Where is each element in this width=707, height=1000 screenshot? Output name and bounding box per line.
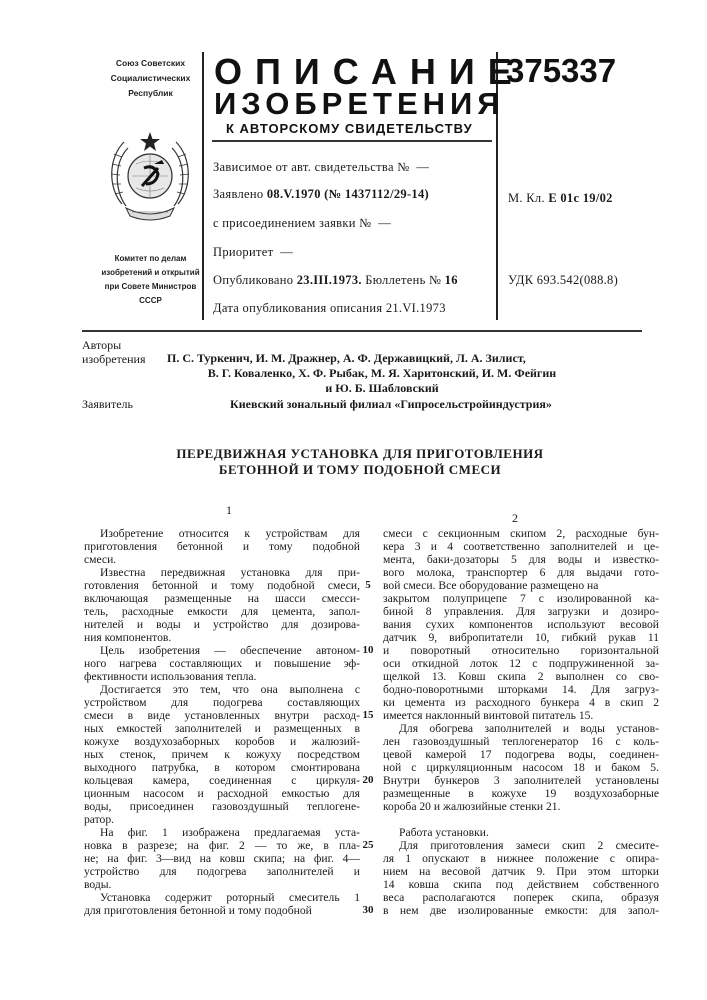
text-line: Для обогрева заполнителей и воды установ-: [399, 722, 659, 735]
text-line: оси откидной лоток 12 с подпружиненной за-: [383, 657, 659, 670]
text-line: и поворотный относительно горизонтальной: [383, 644, 659, 657]
description-publication-date: Дата опубликования описания 21.VI.1973: [213, 301, 446, 315]
text-line: вого молока, транспортер 6 для выдачи гото-: [383, 566, 659, 579]
text-line: закрытом полуприцепе 7 с изолированной ка-: [383, 592, 659, 605]
published-date: Опубликовано 23.III.1973. Бюллетень № 16: [213, 273, 458, 287]
committee-name: [88, 252, 213, 308]
text-line: кольцевая камера, соединенная с циркуля-: [84, 774, 360, 787]
line-number: 15: [362, 709, 374, 721]
classification: М. Кл. E 01c 19/02: [508, 191, 613, 205]
text-line: Известна передвижная установка для при-: [100, 566, 360, 579]
text-line: выходного патрубка, в котором смонтирована: [84, 761, 360, 774]
text-line: в нем две изолированные емкости: для запол-: [383, 904, 659, 917]
text-line: Достигается это тем, что она выполнена с: [100, 683, 360, 696]
line-number: 20: [362, 774, 374, 786]
text-line: Цель изобретения — обеспечение автоном-: [100, 644, 360, 657]
line-number: 10: [362, 644, 374, 656]
text-line: 14 ковша скипа под действием собственного: [383, 878, 659, 891]
text-line: Работа установки.: [399, 826, 489, 839]
joined-application: с присоединением заявки № —: [213, 216, 392, 230]
text-line: веса располагаются поперек скипа, образуя: [383, 891, 659, 904]
patent-number: 375337: [506, 52, 617, 89]
text-line: Изобретение относится к устройствам для: [100, 527, 360, 540]
text-line: устройство для подогрева заполнителей и: [84, 865, 360, 878]
text-line: нием на весовой датчик 9. При этом шторки: [383, 865, 659, 878]
text-line: приготовления бетонной и тому подобной: [84, 540, 360, 553]
title-underline: [212, 140, 492, 142]
dependent-certificate: Зависимое от авт. свидетельства № —: [213, 160, 430, 174]
authors-label-line1: Авторы: [82, 338, 122, 352]
column-2-text: [383, 527, 659, 917]
priority: Приоритет —: [213, 245, 294, 259]
column-number-2: 2: [512, 511, 518, 525]
line-number: 25: [362, 839, 374, 851]
udc-code: УДК 693.542(088.8): [508, 273, 619, 287]
text-line: лен газовоздушный теплогенератор 16 с коль-: [383, 735, 659, 748]
text-line: вания сухих компонентов используют весовой: [383, 618, 659, 631]
text-line: ния компонентов.: [84, 631, 172, 644]
text-line: нителей и воды и устройство для дозирова-: [84, 618, 360, 631]
org-line: Союз Советских: [115, 58, 186, 68]
country-name: [88, 56, 213, 101]
text-line: имеется наклонный винтовой питатель 15.: [383, 709, 594, 722]
text-line: Для приготовления замеси скип 2 смесите-: [399, 839, 659, 852]
line-number: 30: [362, 904, 374, 916]
document-subtitle: К АВТОРСКОМУ СВИДЕТЕЛЬСТВУ: [226, 121, 473, 136]
text-line: размещенные в кожухе 19 воздухозаборные: [383, 787, 659, 800]
text-line: На фиг. 1 изображена предлагаемая уста-: [100, 826, 360, 839]
text-line: воды, присоединен газовоздушный теплогене-: [84, 800, 360, 813]
header-separator: [82, 330, 642, 332]
text-line: бодно-поворотными шторками 14. Для загруз-: [383, 683, 659, 696]
committee-line: изобретений и открытий: [101, 268, 200, 277]
invention-title: ПЕРЕДВИЖНАЯ УСТАНОВКА ДЛЯ ПРИГОТОВЛЕНИЯ БЕТОННОЙ И ТОМУ ПОДОБНОЙ СМЕСИ: [176, 446, 544, 477]
text-line: смеси.: [84, 553, 117, 566]
document-title-line2: ИЗОБРЕТЕНИЯ: [214, 86, 505, 121]
filed-date: Заявлено 08.V.1970 (№ 1437112/29-14): [213, 187, 429, 201]
text-line: кожухе воздухозаборных коробов и жалюзий-: [84, 735, 360, 748]
text-line: ционным насосом и расходной емкостью для: [84, 787, 360, 800]
text-line: устройством для подогрева составляющих: [84, 696, 360, 709]
text-line: мента, баки-дозаторы 5 для воды и известко-: [383, 553, 659, 566]
text-line: Внутри бункеров 3 заполнителей установлены: [383, 774, 659, 787]
text-line: ки цемента из расходного бункера 4 в скип 2: [383, 696, 659, 709]
text-line: включающая размещенные на шасси смесси-: [84, 592, 360, 605]
text-line: короба 20 и жалюзийные стенки 21.: [383, 800, 561, 813]
committee-line: Комитет по делам: [114, 254, 187, 263]
text-line: фективности использования тепла.: [84, 670, 257, 683]
text-line: смеси с секционным скипом 2, расходные бун-: [383, 527, 659, 540]
column-number-1: 1: [226, 503, 232, 517]
applicant-label: Заявитель: [82, 397, 133, 411]
org-line: Социалистических: [110, 73, 191, 83]
text-line: ля 1 опускают в нижнее положение с опира-: [383, 852, 659, 865]
text-line: готовления бетонной и тому подобной смеси,: [84, 579, 360, 592]
committee-line: при Совете Министров: [104, 282, 197, 291]
text-line: смеси в виде установленных внутри расход-: [84, 709, 360, 722]
text-line: воды.: [84, 878, 112, 891]
document-title-line1: ОПИСАНИЕ: [214, 51, 525, 92]
text-line: биной 8 управления. Для загрузки и дозиро-: [383, 605, 659, 618]
text-line: тель, расходные емкости для цемента, запол-: [84, 605, 360, 618]
text-line: ной с циркуляционным насосом 18 и баком 5.: [383, 761, 659, 774]
text-line: новка в разрезе; на фиг. 2 — то же, в пла-: [84, 839, 360, 852]
text-line: не; на фиг. 3—вид на ковш скипа; на фиг. 4—: [84, 852, 360, 865]
text-line: ных емкостей заполнителей и размещенных в: [84, 722, 360, 735]
text-line: для приготовления бетонной и тому подобной: [84, 904, 312, 917]
text-line: ного нагрева составляющих и повышение эф-: [84, 657, 360, 670]
text-line: цевой камерой 17 подогрева воды, соединен-: [383, 748, 659, 761]
text-line: ных стенок, причем к кожуху посредством: [84, 748, 360, 761]
authors-names: П. С. Туркенич, И. М. Дражнер, А. Ф. Державицкий, Л. А. Зилист, В. Г. Коваленко, Х. Ф. Рыбак, М. Я. Харитонский, И. М. Фейгин и Ю. Б. Шабловский: [167, 351, 557, 395]
text-line: [383, 813, 659, 826]
text-line: датчик 9, вибропитатели 10, гибкий рукав 11: [383, 631, 659, 644]
line-number: 5: [365, 579, 371, 591]
divider-left: [202, 52, 204, 320]
ussr-coat-of-arms-icon: [104, 124, 196, 224]
text-line: Установка содержит роторный смеситель 1: [100, 891, 360, 904]
text-line: щелкой 13. Ковш скипа 2 выполнен со сво-: [383, 670, 659, 683]
org-line: Республик: [128, 88, 173, 98]
authors-label-line2: изобретения: [82, 352, 146, 366]
committee-line: СССР: [139, 296, 162, 305]
column-1-text: [84, 527, 360, 917]
text-line: вой смеси. Все оборудование размещено на: [383, 579, 599, 592]
text-line: кера 3 и 4 соответственно заполнителей и це-: [383, 540, 659, 553]
applicant-name: Киевский зональный филиал «Гипросельстройиндустрия»: [230, 397, 552, 411]
text-line: ратор.: [84, 813, 115, 826]
